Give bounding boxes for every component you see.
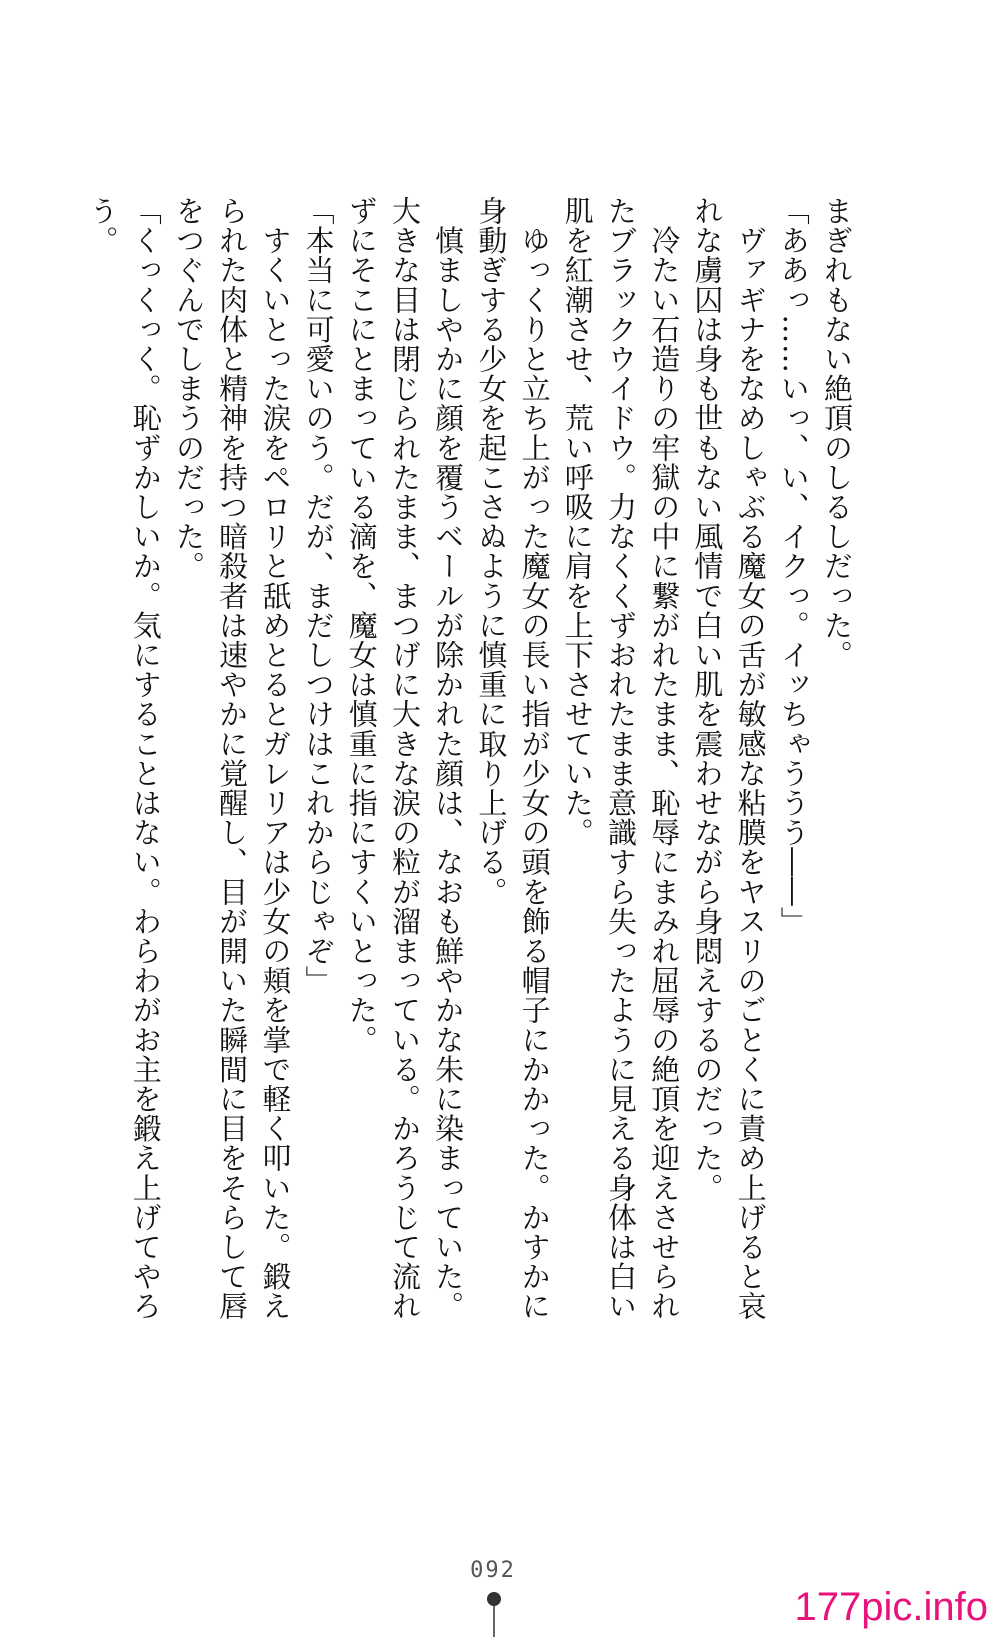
paragraph: まぎれもない絶頂のしるしだった。 [820,196,854,670]
paragraph: 慎ましやかに顔を覆うベールが除かれた顔は、なおも鮮やかな朱に染まっていた。大きな目は閉じられたまま、まつげに大きな涙の粒が溜まっている。かろうじて流れずにそこにとまっている滴を、魔女は慎重に指にすくいとった。 [344,196,466,1321]
paragraph: 冷たい石造りの牢獄の中に繋がれたまま、恥辱にまみれ屈辱の絶頂を迎えさせられたブラックウイドウ。力なくくずおれたまま意識すら失ったように見える身体は白い肌を紅潮させ、荒い呼吸に肩を上下させていた。 [560,196,682,1321]
paragraph: 「本当に可愛いのう。だが、まだしつけはこれからじゃぞ」 [301,196,336,996]
novel-text [85,196,858,1346]
watermark: 177pic.info [794,1585,988,1629]
paragraph: ヴァギナをなめしゃぶる魔女の舌が敏感な粘膜をヤスリのごとくに責め上げると哀れな虜囚は身も世もない風情で白い肌を震わせながら身悶えするのだった。 [690,196,768,1321]
paragraph: すくいとった涙をペロリと舐めとるとガレリアは少女の頬を掌で軽く叩いた。鍛えられた肉体と精神を持つ暗殺者は速やかに覚醒し、目が開いた瞬間に目をそらして唇をつぐんでしまうのだった。 [171,196,293,1321]
page-marker-dot-icon [487,1592,501,1606]
page-number: 092 [470,1558,516,1583]
paragraph: 「くっくっく。恥ずかしいか。気にすることはない。わらわがお主を鍛え上げてやろう。 [85,196,163,1321]
paragraph: 「ああっ……いっ、い、イクっ。イッちゃううう――」 [776,196,811,936]
page-marker-line [493,1606,495,1637]
paragraph: ゆっくりと立ち上がった魔女の長い指が少女の頭を飾る帽子にかかった。かすかに身動ぎする少女を起こさぬように慎重に取り上げる。 [474,196,552,1321]
